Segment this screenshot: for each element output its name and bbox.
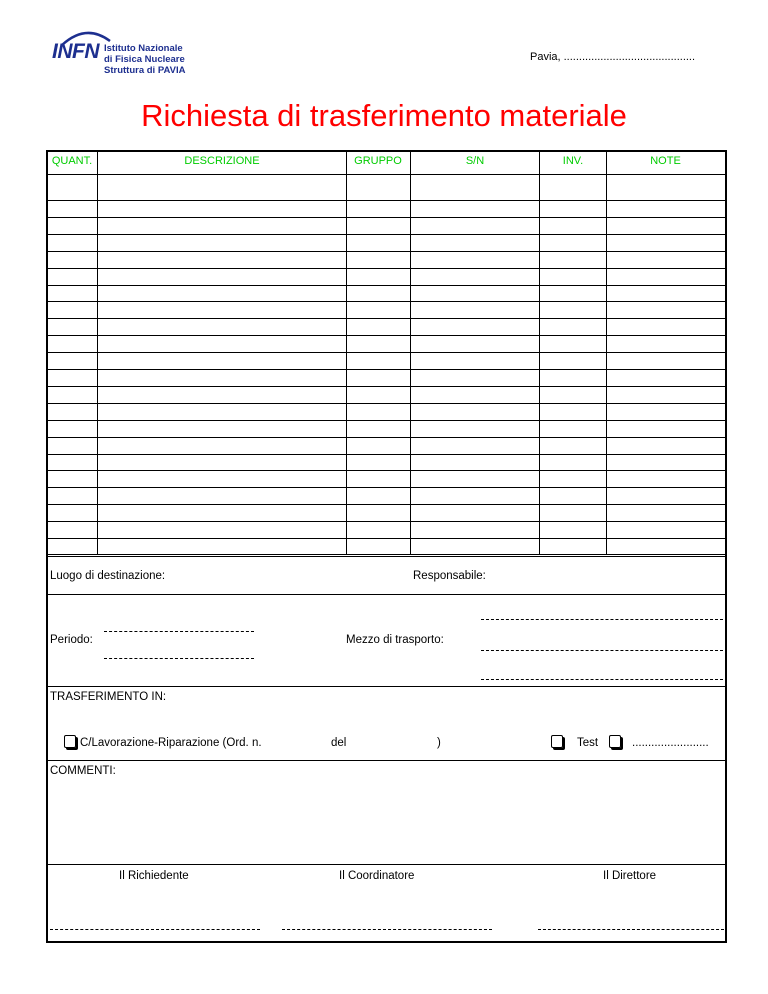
test-checkbox[interactable] (551, 735, 563, 748)
table-row[interactable] (46, 200, 727, 201)
table-row[interactable] (46, 251, 727, 252)
transport-line-1[interactable] (481, 619, 723, 620)
col-header-gruppo: GRUPPO (354, 155, 402, 167)
period-label: Periodo: (50, 634, 93, 646)
repair-close-paren: ) (437, 737, 441, 749)
col-header-quant: QUANT. (51, 155, 93, 167)
table-row[interactable] (46, 538, 727, 539)
logo-infn: INFN (52, 40, 99, 63)
table-row[interactable] (46, 504, 727, 505)
divider (46, 594, 727, 595)
table-row[interactable] (46, 268, 727, 269)
repair-checkbox[interactable] (64, 735, 76, 748)
divider (46, 864, 727, 865)
table-bottom-border (46, 554, 727, 555)
table-row[interactable] (46, 318, 727, 319)
page-title: Richiesta di trasferimento materiale (141, 98, 627, 133)
table-row[interactable] (46, 285, 727, 286)
place-date: Pavia, ........................................... (530, 51, 696, 63)
responsible-label: Responsabile: (413, 570, 486, 582)
repair-del-label: del (331, 737, 347, 749)
transport-line-2[interactable] (481, 650, 723, 651)
table-row[interactable] (46, 487, 727, 488)
divider (46, 760, 727, 761)
logo-institute-text: Istituto Nazionale di Fisica Nucleare Struttura di PAVIA (104, 43, 186, 76)
signature-line-direttore[interactable] (538, 929, 724, 930)
transfer-label: TRASFERIMENTO IN: (50, 691, 167, 703)
table-row[interactable] (46, 217, 727, 218)
table-row[interactable] (46, 454, 727, 455)
col-header-sn: S/N (465, 155, 485, 167)
signature-label-coordinatore: Il Coordinatore (339, 870, 415, 882)
divider (46, 686, 727, 687)
table-row[interactable] (46, 420, 727, 421)
table-row[interactable] (46, 470, 727, 471)
test-option-label: Test (577, 737, 599, 749)
other-option-dots[interactable]: ........................ (632, 737, 709, 749)
signature-label-direttore: Il Direttore (603, 870, 657, 882)
col-header-note: NOTE (650, 155, 681, 167)
col-header-descrizione: DESCRIZIONE (184, 155, 260, 167)
other-checkbox[interactable] (609, 735, 621, 748)
table-bottom-border (46, 556, 727, 557)
table-row[interactable] (46, 386, 727, 387)
signature-label-richiedente: Il Richiedente (119, 870, 189, 882)
transport-line-3[interactable] (481, 679, 723, 680)
table-row[interactable] (46, 234, 727, 235)
period-to-line[interactable] (104, 658, 254, 659)
destination-label: Luogo di destinazione: (50, 570, 166, 582)
table-row[interactable] (46, 403, 727, 404)
repair-option-label: C/Lavorazione-Riparazione (Ord. n. (80, 737, 262, 749)
table-row[interactable] (46, 437, 727, 438)
table-row[interactable] (46, 352, 727, 353)
signature-line-coordinatore[interactable] (282, 929, 492, 930)
period-from-line[interactable] (104, 631, 254, 632)
transport-label: Mezzo di trasporto: (346, 634, 444, 646)
table-header-divider (46, 174, 727, 175)
signature-line-richiedente[interactable] (50, 929, 260, 930)
comments-label: COMMENTI: (50, 765, 116, 777)
table-row[interactable] (46, 521, 727, 522)
col-header-inv: INV. (562, 155, 584, 167)
table-row[interactable] (46, 335, 727, 336)
table-row[interactable] (46, 369, 727, 370)
table-row[interactable] (46, 301, 727, 302)
